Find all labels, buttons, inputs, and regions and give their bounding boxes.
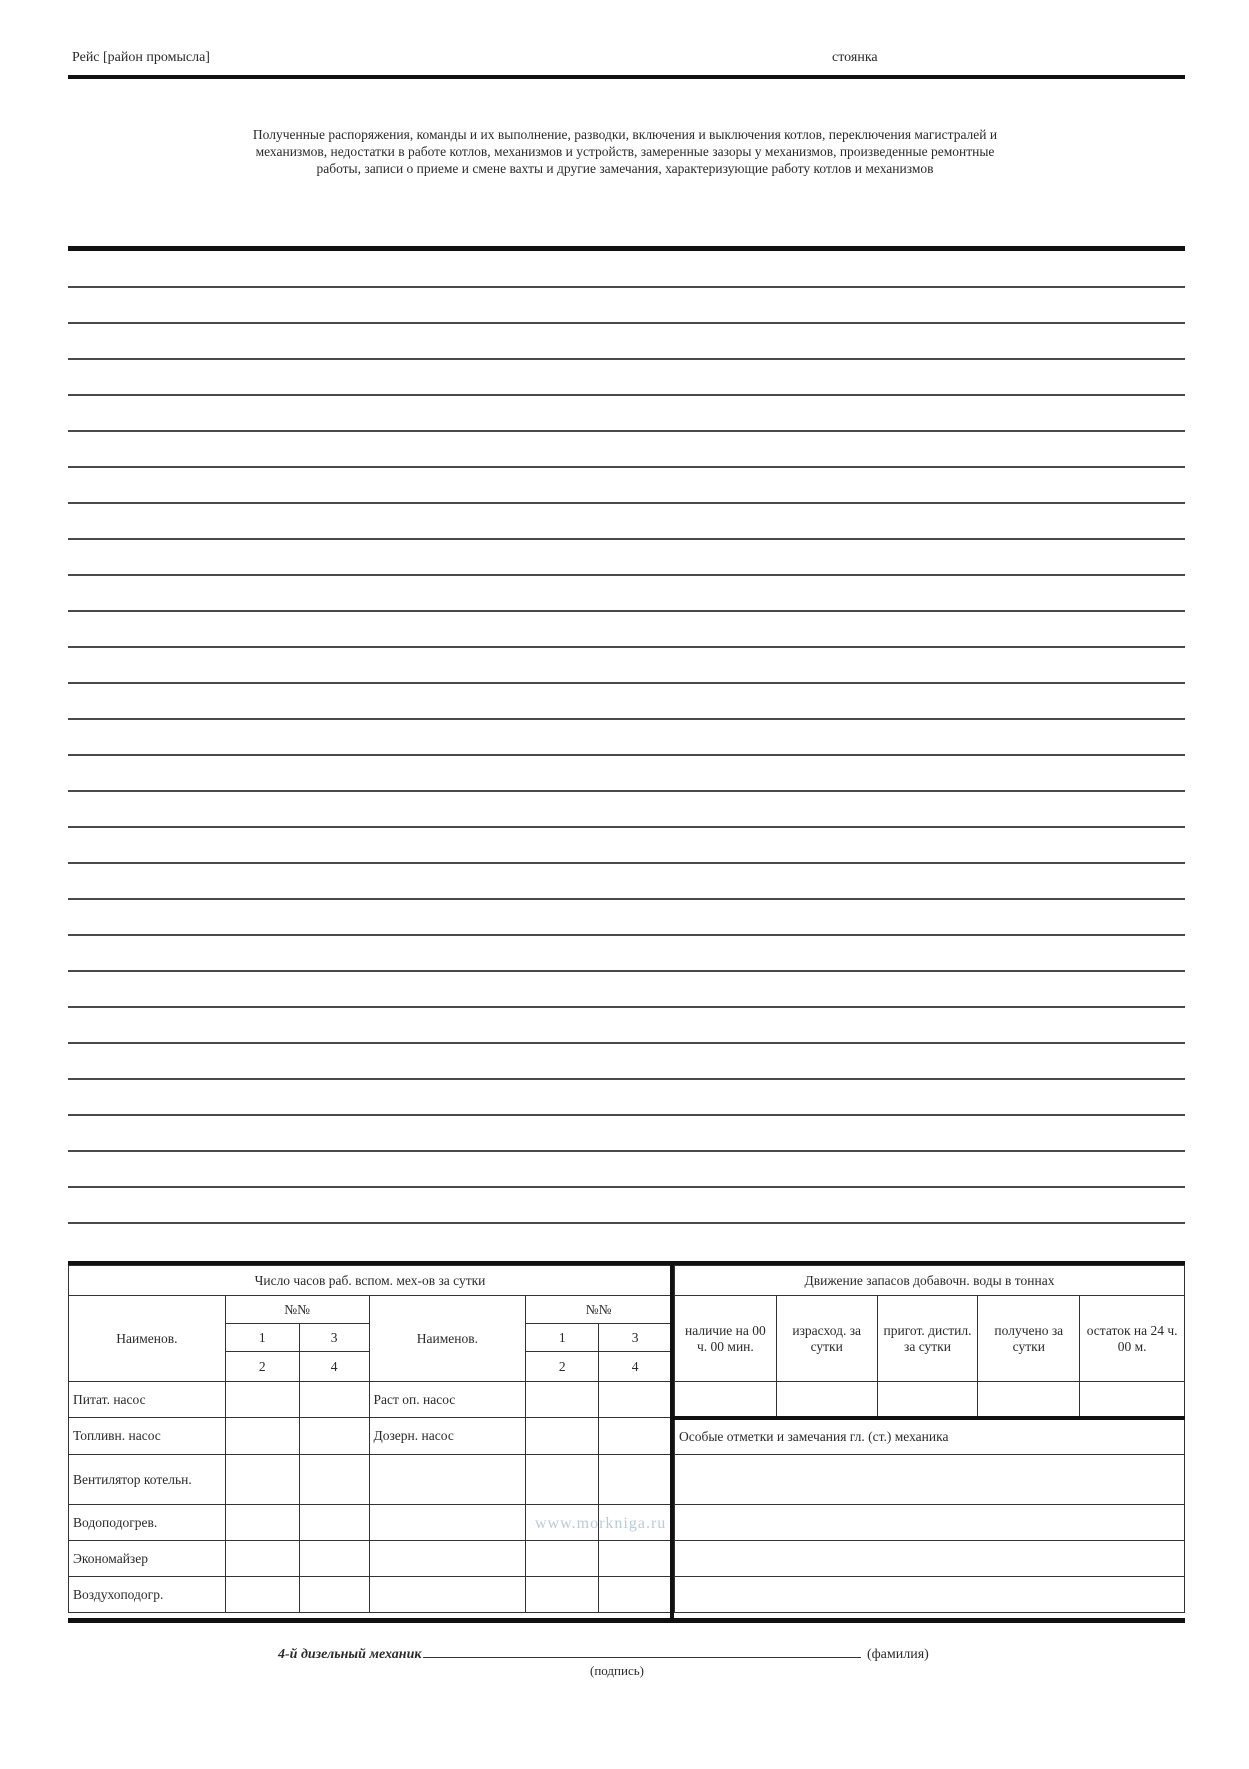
header-divider [68, 75, 1185, 79]
hours-cell[interactable] [225, 1455, 299, 1505]
log-top-divider [68, 246, 1185, 251]
signature-line [278, 1645, 929, 1663]
row-left-label: Водоподогрев. [69, 1505, 226, 1541]
log-line[interactable] [68, 502, 1185, 504]
mechanic-role: 4-й дизельный механик [278, 1647, 422, 1662]
row-left-label: Питат. насос [69, 1382, 226, 1418]
water-col-header: остаток на 24 ч. 00 м. [1080, 1296, 1185, 1382]
num-2-right: 2 [526, 1352, 599, 1382]
water-col-header: наличие на 00 ч. 00 мин. [675, 1296, 777, 1382]
hours-cell[interactable] [225, 1382, 299, 1418]
hours-cell[interactable] [299, 1541, 369, 1577]
log-line[interactable] [68, 1222, 1185, 1224]
table-row [675, 1382, 1185, 1418]
hours-cell[interactable] [599, 1418, 672, 1455]
log-line[interactable] [68, 682, 1185, 684]
remarks-line[interactable] [675, 1577, 1185, 1613]
num-1-left: 1 [225, 1324, 299, 1352]
water-col-header: израсход. за сутки [776, 1296, 877, 1382]
row-right-label [369, 1455, 526, 1505]
remarks-line[interactable] [675, 1455, 1185, 1505]
log-line[interactable] [68, 610, 1185, 612]
hours-cell[interactable] [299, 1577, 369, 1613]
row-right-label: Дозерн. насос [369, 1418, 526, 1455]
log-line[interactable] [68, 1006, 1185, 1008]
num-2-left: 2 [225, 1352, 299, 1382]
num-4-left: 4 [299, 1352, 369, 1382]
hours-cell[interactable] [526, 1541, 599, 1577]
log-line[interactable] [68, 790, 1185, 792]
water-col-header: пригот. дистил. за сутки [877, 1296, 978, 1382]
log-line[interactable] [68, 466, 1185, 468]
hours-cell[interactable] [526, 1455, 599, 1505]
num-1-right: 1 [526, 1324, 599, 1352]
log-line[interactable] [68, 1078, 1185, 1080]
hours-cell[interactable] [599, 1382, 672, 1418]
hours-cell[interactable] [526, 1577, 599, 1613]
water-cell[interactable] [978, 1382, 1080, 1418]
remarks-line[interactable] [675, 1505, 1185, 1541]
num-header-left: №№ [225, 1296, 369, 1324]
hours-table-title: Число часов раб. вспом. мех-ов за сутки [69, 1266, 672, 1296]
table-row [69, 1577, 672, 1613]
log-line[interactable] [68, 718, 1185, 720]
remarks-label: Особые отметки и замечания гл. (ст.) механика [675, 1418, 1185, 1455]
log-line[interactable] [68, 358, 1185, 360]
tables-bottom-border [68, 1618, 1185, 1623]
num-header-right: №№ [526, 1296, 672, 1324]
water-table [674, 1265, 1185, 1613]
table-row [69, 1382, 672, 1418]
row-left-label: Воздухоподогр. [69, 1577, 226, 1613]
hours-cell[interactable] [599, 1541, 672, 1577]
row-right-label [369, 1505, 526, 1541]
hours-cell[interactable] [225, 1577, 299, 1613]
hours-cell[interactable] [225, 1541, 299, 1577]
water-cell[interactable] [776, 1382, 877, 1418]
remarks-line[interactable] [675, 1541, 1185, 1577]
hours-cell[interactable] [299, 1455, 369, 1505]
voyage-label: Рейс [район промысла] [72, 50, 210, 65]
log-line[interactable] [68, 394, 1185, 396]
signature-field[interactable] [423, 1645, 861, 1658]
intro-text: Полученные распоряжения, команды и их выполнение, разводки, включения и выключения котлов, переключения магистралей и механизмов, недостатки в работе котлов, механизмов и устройств, замеренные зазоры у механизмов, произведенные ремонтные работы, записи о приеме и смене вахты и другие замечания, характеризующие работу котлов и механизмов [252, 127, 998, 176]
water-cell[interactable] [877, 1382, 978, 1418]
log-line[interactable] [68, 646, 1185, 648]
log-line[interactable] [68, 574, 1185, 576]
num-3-right: 3 [599, 1324, 672, 1352]
log-line[interactable] [68, 754, 1185, 756]
water-table-title: Движение запасов добавочн. воды в тоннах [675, 1266, 1185, 1296]
row-left-label: Топливн. насос [69, 1418, 226, 1455]
log-line[interactable] [68, 898, 1185, 900]
hours-table [68, 1265, 672, 1613]
anchorage-label: стоянка [832, 50, 878, 65]
surname-hint: (фамилия) [866, 1647, 929, 1662]
hours-cell[interactable] [225, 1418, 299, 1455]
log-line[interactable] [68, 286, 1185, 288]
log-line[interactable] [68, 1150, 1185, 1152]
hours-cell[interactable] [599, 1455, 672, 1505]
table-row [69, 1541, 672, 1577]
row-right-label: Раст оп. насос [369, 1382, 526, 1418]
hours-cell[interactable] [526, 1418, 599, 1455]
name-header-left: Наименов. [69, 1296, 226, 1382]
hours-cell[interactable] [225, 1505, 299, 1541]
row-left-label: Экономайзер [69, 1541, 226, 1577]
log-line[interactable] [68, 1042, 1185, 1044]
log-line[interactable] [68, 1114, 1185, 1116]
log-line[interactable] [68, 934, 1185, 936]
table-row [69, 1455, 672, 1505]
water-cell[interactable] [675, 1382, 777, 1418]
log-line[interactable] [68, 538, 1185, 540]
row-right-label [369, 1577, 526, 1613]
log-line[interactable] [68, 322, 1185, 324]
log-line[interactable] [68, 862, 1185, 864]
table-row [69, 1418, 672, 1455]
hours-cell[interactable] [299, 1382, 369, 1418]
num-4-right: 4 [599, 1352, 672, 1382]
hours-cell[interactable] [299, 1418, 369, 1455]
tables-separator [670, 1262, 674, 1622]
hours-cell[interactable] [299, 1505, 369, 1541]
name-header-right: Наименов. [369, 1296, 526, 1382]
hours-cell[interactable] [526, 1382, 599, 1418]
hours-cell[interactable] [599, 1577, 672, 1613]
log-line[interactable] [68, 826, 1185, 828]
water-cell[interactable] [1080, 1382, 1185, 1418]
row-left-label: Вентилятор котельн. [69, 1455, 226, 1505]
signature-hint: (подпись) [590, 1663, 644, 1678]
num-3-left: 3 [299, 1324, 369, 1352]
water-col-header: получено за сутки [978, 1296, 1080, 1382]
log-line[interactable] [68, 970, 1185, 972]
watermark: www.morkniga.ru [535, 1515, 667, 1532]
row-right-label [369, 1541, 526, 1577]
log-line[interactable] [68, 430, 1185, 432]
log-line[interactable] [68, 1186, 1185, 1188]
